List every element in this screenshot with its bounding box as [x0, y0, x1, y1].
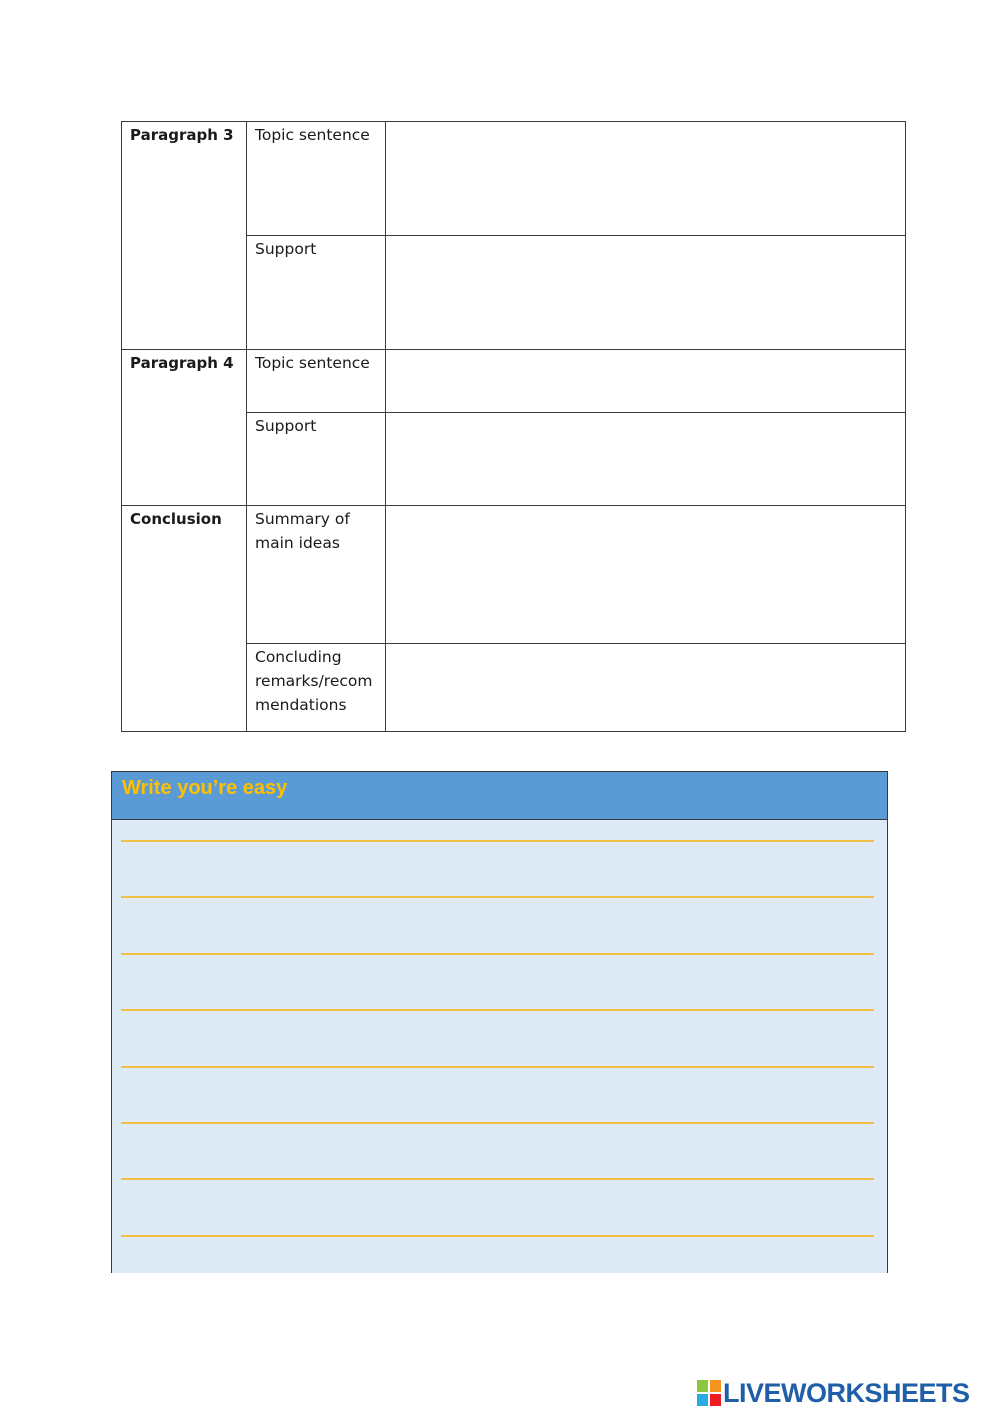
writing-box-header — [112, 772, 887, 820]
answer-cell[interactable] — [386, 236, 906, 350]
answer-field-conclusion-remarks[interactable] — [386, 644, 905, 688]
part-label-support: Support — [247, 413, 386, 506]
liveworksheets-logo-icon — [697, 1380, 721, 1406]
writing-line — [121, 953, 874, 955]
writing-line — [121, 1178, 874, 1180]
answer-cell[interactable] — [386, 350, 906, 413]
writing-line — [121, 1066, 874, 1068]
answer-field-paragraph-4-support[interactable] — [386, 413, 905, 457]
answer-field-paragraph-3-support[interactable] — [386, 236, 905, 280]
answer-cell[interactable] — [386, 122, 906, 236]
liveworksheets-logo — [697, 1378, 970, 1408]
answer-field-paragraph-3-topic[interactable] — [386, 122, 905, 166]
answer-field-conclusion-summary[interactable] — [386, 506, 905, 550]
table-row — [122, 122, 906, 236]
answer-field-paragraph-4-topic[interactable] — [386, 350, 905, 394]
writing-line — [121, 1122, 874, 1124]
answer-cell[interactable] — [386, 413, 906, 506]
part-label-summary: Summary of main ideas — [247, 506, 386, 644]
section-label-paragraph-3: Paragraph 3 — [122, 122, 247, 350]
writing-line — [121, 1235, 874, 1237]
writing-box-title: Write you’re easy — [122, 777, 288, 799]
writing-line — [121, 840, 874, 842]
liveworksheets-brand: LIVEWORKSHEETS — [723, 1377, 970, 1408]
answer-cell[interactable] — [386, 644, 906, 732]
essay-outline-table — [121, 121, 906, 732]
section-label-paragraph-4: Paragraph 4 — [122, 350, 247, 506]
part-label-support: Support — [247, 236, 386, 350]
essay-writing-box[interactable] — [111, 771, 888, 1273]
table-row — [122, 506, 906, 644]
section-label-conclusion: Conclusion — [122, 506, 247, 732]
part-label-concluding-remarks: Concluding remarks/recom mendations — [247, 644, 386, 732]
writing-line — [121, 896, 874, 898]
writing-lines-area[interactable] — [112, 820, 887, 1272]
table-row — [122, 350, 906, 413]
writing-line — [121, 1009, 874, 1011]
part-label-topic-sentence: Topic sentence — [247, 122, 386, 236]
part-label-topic-sentence: Topic sentence — [247, 350, 386, 413]
answer-cell[interactable] — [386, 506, 906, 644]
